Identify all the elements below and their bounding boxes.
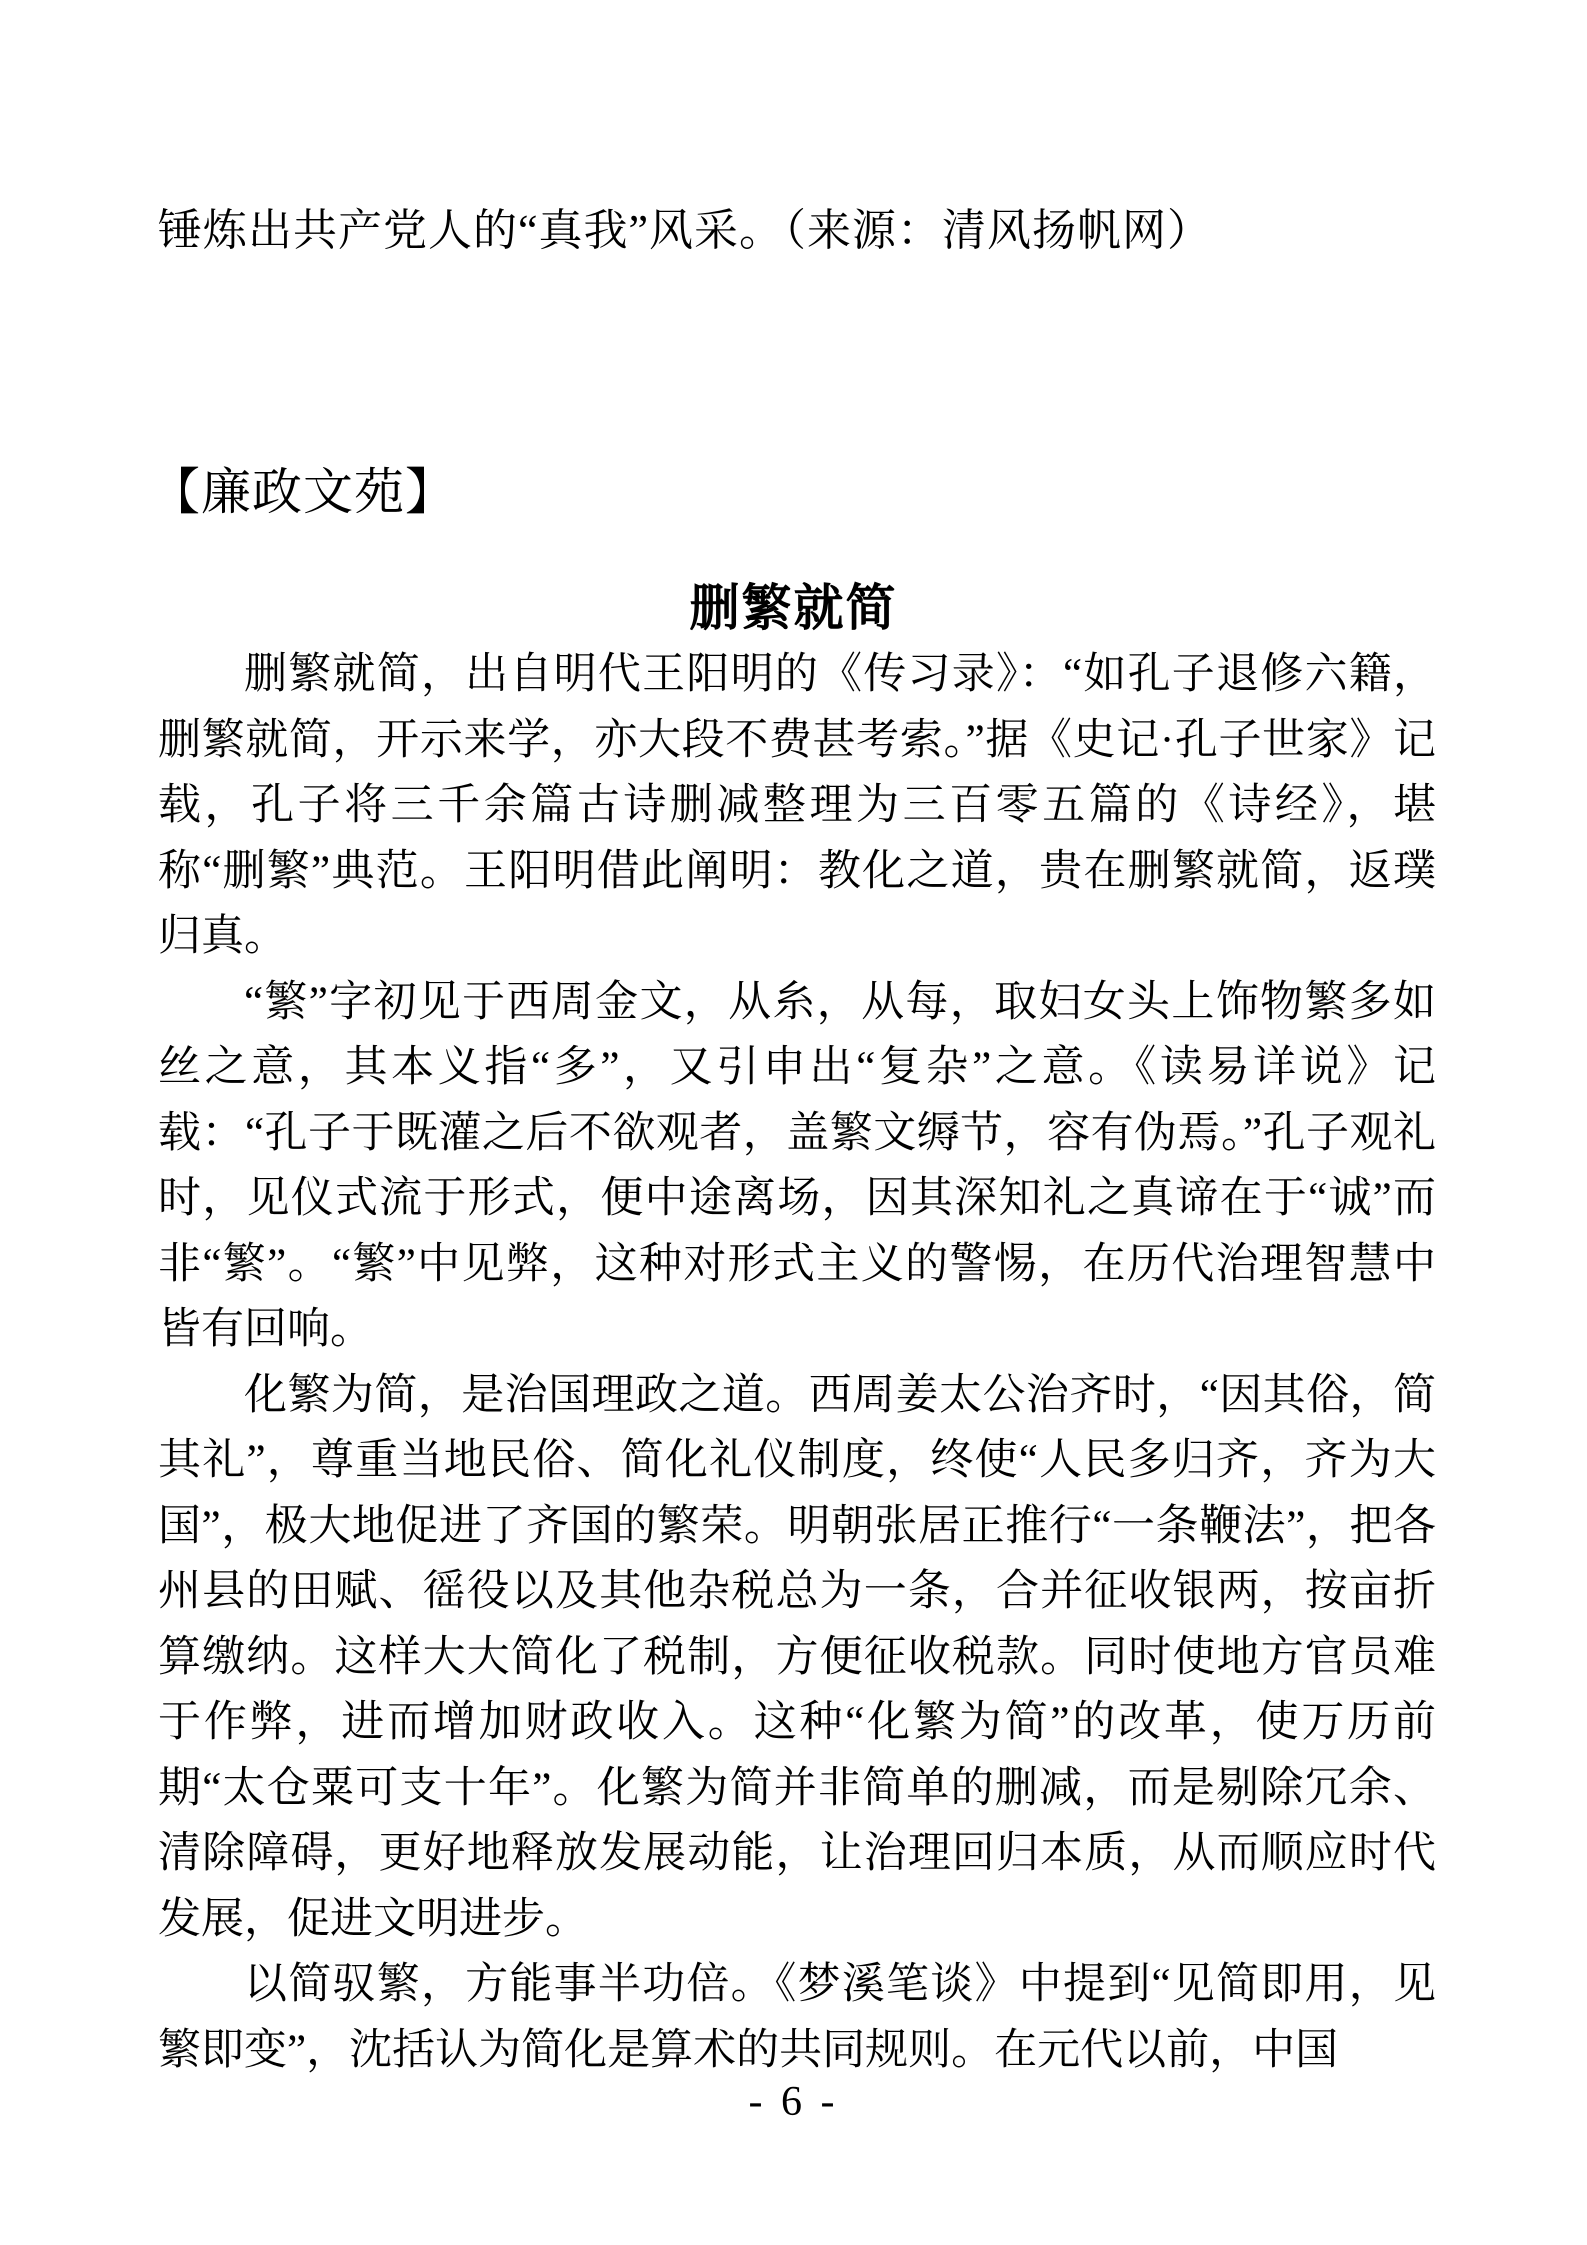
article-paragraph-1: 删繁就简，出自明代王阳明的《传习录》：“如孔子退修六籍，删繁就简，开示来学，亦大段不费甚考索。”据《史记·孔子世家》记载，孔子将三千余篇古诗删减整理为三百零五篇的《诗经》，堪称“删繁”典范。王阳明借此阐明：教化之道，贵在删繁就简，返璞归真。 xyxy=(158,651,1436,960)
page-number: - 6 - xyxy=(748,2079,839,2125)
section-header: 【廉政文苑】 xyxy=(150,464,456,520)
article-paragraph-2: “繁”字初见于西周金文，从糸，从每，取妇女头上饰物繁多如丝之意，其本义指“多”，又引申出“复杂”之意。《读易详说》记载：“孔子于既灌之后不欲观者，盖繁文缛节，容有伪焉。”孔子观礼时，见仪式流于形式，便中途离场，因其深知礼之真谛在于“诚”而非“繁”。“繁”中见弊，这种对形式主义的警惕，在历代治理智慧中皆有回响。 xyxy=(158,978,1436,1353)
article-body xyxy=(158,642,1436,2083)
article-title: 删繁就简 xyxy=(689,580,898,636)
article-paragraph-4: 以简驭繁，方能事半功倍。《梦溪笔谈》中提到“见简即用，见繁即变”，沈括认为简化是算术的共同规则。在元代以前，中国 xyxy=(158,1961,1436,2074)
previous-article-ending: 锤炼出共产党人的“真我”风采。（来源：清风扬帆网） xyxy=(158,206,1213,255)
article-paragraph-3: 化繁为简，是治国理政之道。西周姜太公治齐时，“因其俗，简其礼”，尊重当地民俗、简化礼仪制度，终使“人民多归齐，齐为大国”，极大地促进了齐国的繁荣。明朝张居正推行“一条鞭法”，把各州县的田赋、徭役以及其他杂税总为一条，合并征收银两，按亩折算缴纳。这样大大简化了税制，方便征收税款。同时使地方官员难于作弊，进而增加财政收入。这种“化繁为简”的改革，使万历前期“太仓粟可支十年”。化繁为简并非简单的删减，而是剔除冗余、清除障碍，更好地释放发展动能，让治理回归本质，从而顺应时代发展，促进文明进步。 xyxy=(158,1371,1436,1943)
